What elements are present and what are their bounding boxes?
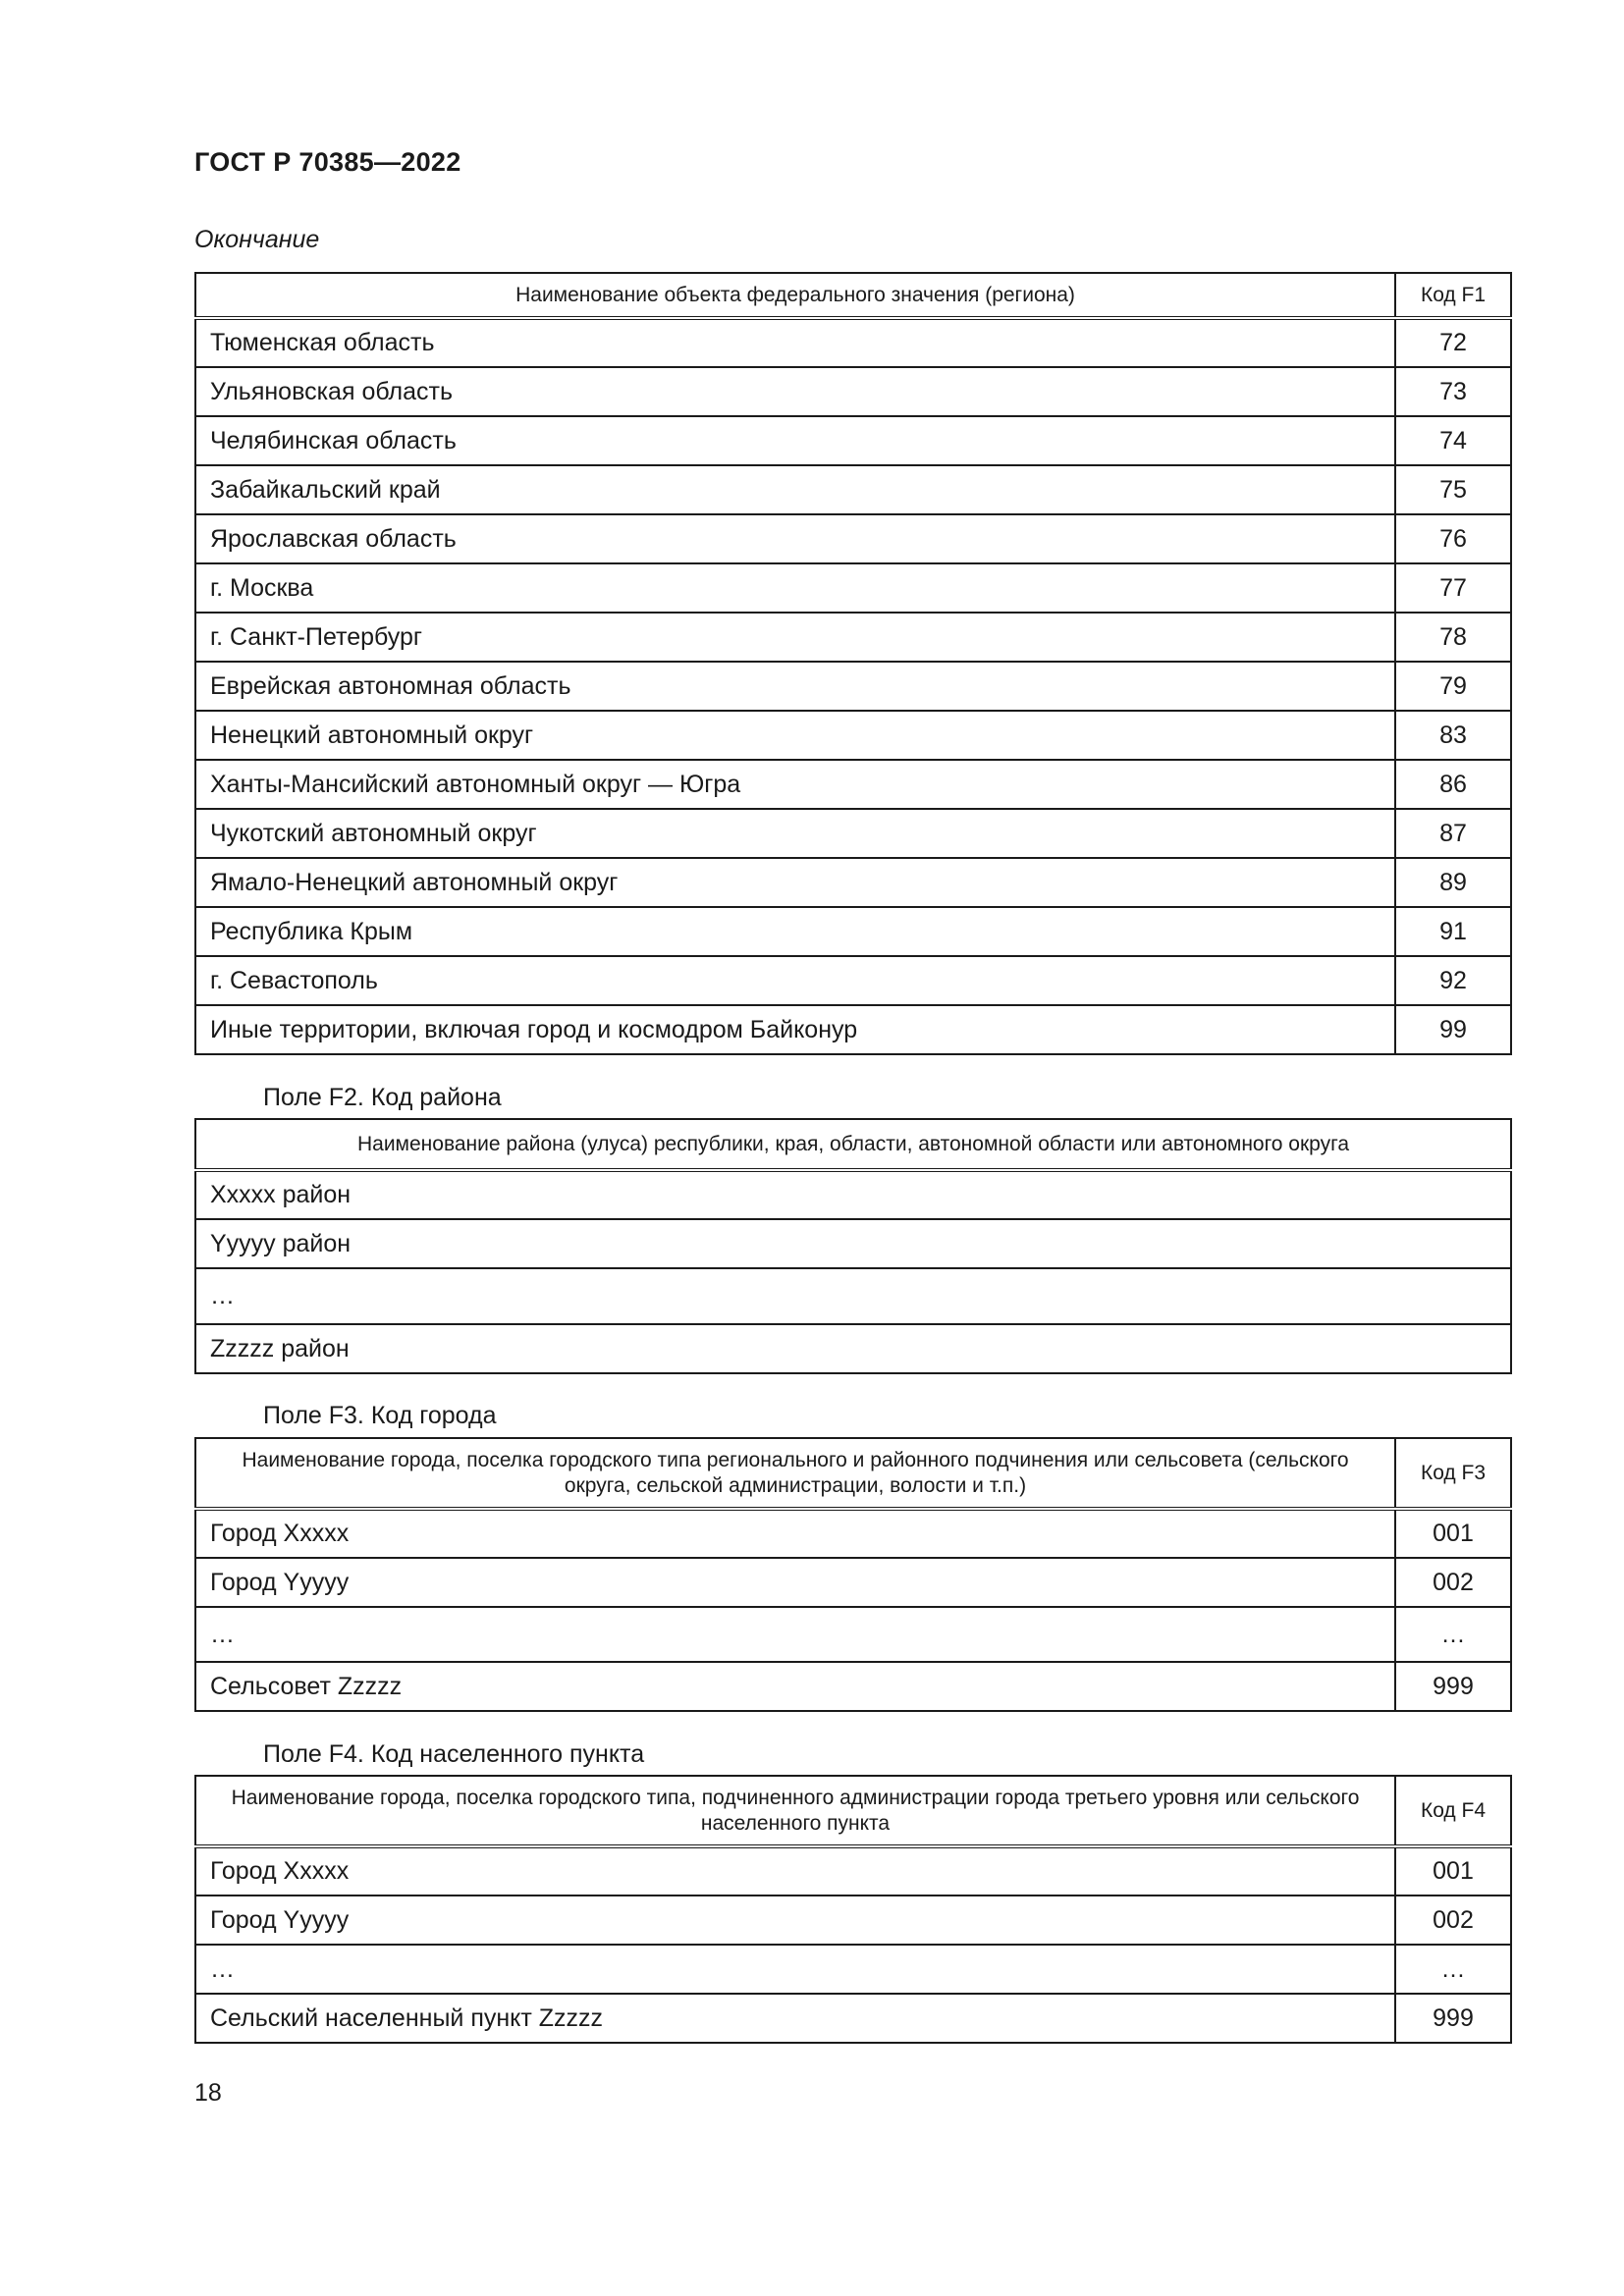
settlement-name: …: [195, 1945, 1395, 1994]
region-code: 78: [1395, 613, 1511, 662]
table-f2-body: [195, 1170, 1511, 1373]
table-f2-header-row: [195, 1119, 1511, 1170]
field-f3-caption: Поле F3. Код города: [263, 1402, 497, 1429]
region-name: Челябинская область: [195, 416, 1395, 465]
region-name: Ярославская область: [195, 514, 1395, 563]
table-row: [195, 1268, 1511, 1324]
table-row: [195, 1558, 1511, 1607]
region-name: Ямало-Ненецкий автономный округ: [195, 858, 1395, 907]
region-code: 89: [1395, 858, 1511, 907]
city-code: 999: [1395, 1662, 1511, 1711]
region-name: Еврейская автономная область: [195, 662, 1395, 711]
district-name: Yyyyy район: [195, 1219, 1511, 1268]
field-f4-caption: Поле F4. Код населенного пункта: [263, 1740, 645, 1768]
settlement-name: Город Yyyyy: [195, 1896, 1395, 1945]
table-row: [195, 1607, 1511, 1662]
table-row: [195, 1896, 1511, 1945]
document-standard-number: ГОСТ Р 70385—2022: [194, 147, 461, 177]
region-code: 91: [1395, 907, 1511, 956]
table-row: [195, 956, 1511, 1005]
table-row: [195, 1324, 1511, 1373]
region-code: 72: [1395, 318, 1511, 367]
region-code: 83: [1395, 711, 1511, 760]
settlement-code: 999: [1395, 1994, 1511, 2043]
settlement-name: Сельский населенный пункт Zzzzz: [195, 1994, 1395, 2043]
city-code: 002: [1395, 1558, 1511, 1607]
settlement-code: …: [1395, 1945, 1511, 1994]
table-f1-header-name: Наименование объекта федерального значения (региона): [195, 273, 1395, 318]
table-f4-header-row: [195, 1776, 1511, 1846]
region-code: 73: [1395, 367, 1511, 416]
region-name: г. Санкт-Петербург: [195, 613, 1395, 662]
region-name: Ханты-Мансийский автономный округ — Югра: [195, 760, 1395, 809]
region-name: Тюменская область: [195, 318, 1395, 367]
region-name: г. Москва: [195, 563, 1395, 613]
region-name: Ульяновская область: [195, 367, 1395, 416]
region-code: 75: [1395, 465, 1511, 514]
region-name: Иные территории, включая город и космодром Байконур: [195, 1005, 1395, 1054]
city-code: …: [1395, 1607, 1511, 1662]
table-f4-body: [195, 1846, 1511, 2043]
table-f1-body: [195, 318, 1511, 1054]
table-row: [195, 1662, 1511, 1711]
table-row: [195, 1170, 1511, 1219]
region-name: Ненецкий автономный округ: [195, 711, 1395, 760]
table-row: [195, 1945, 1511, 1994]
settlement-name: Город Xxxxx: [195, 1846, 1395, 1896]
table-f2-header-name: Наименование района (улуса) республики, края, области, автономной области или автономного округа: [195, 1119, 1511, 1170]
table-row: [195, 760, 1511, 809]
table-f4-settlements: [194, 1775, 1512, 2044]
settlement-code: 001: [1395, 1846, 1511, 1896]
district-name: Xxxxx район: [195, 1170, 1511, 1219]
table-row: [195, 858, 1511, 907]
table-f3-header-name: Наименование города, поселка городского типа регионального и районного подчинения или сельсовета (сельского округа, сельской администрации, волости и т.п.): [195, 1438, 1395, 1509]
table-f4-header-code: Код F4: [1395, 1776, 1511, 1846]
table-row: [195, 1846, 1511, 1896]
region-name: Республика Крым: [195, 907, 1395, 956]
city-code: 001: [1395, 1509, 1511, 1558]
table-f1-header-code: Код F1: [1395, 273, 1511, 318]
region-code: 92: [1395, 956, 1511, 1005]
table-row: [195, 465, 1511, 514]
settlement-code: 002: [1395, 1896, 1511, 1945]
table-row: [195, 1994, 1511, 2043]
table-f3-cities: [194, 1437, 1512, 1712]
table-row: [195, 1509, 1511, 1558]
table-row: [195, 809, 1511, 858]
continuation-label: Окончание: [194, 226, 320, 253]
region-code: 86: [1395, 760, 1511, 809]
district-name: Zzzzz район: [195, 1324, 1511, 1373]
table-row: [195, 662, 1511, 711]
table-row: [195, 416, 1511, 465]
table-row: [195, 711, 1511, 760]
city-name: …: [195, 1607, 1395, 1662]
city-name: Город Yyyyy: [195, 1558, 1395, 1607]
region-name: Забайкальский край: [195, 465, 1395, 514]
table-row: [195, 907, 1511, 956]
table-row: [195, 1005, 1511, 1054]
table-row: [195, 1219, 1511, 1268]
region-name: г. Севастополь: [195, 956, 1395, 1005]
region-code: 74: [1395, 416, 1511, 465]
table-f1-header-row: [195, 273, 1511, 318]
region-code: 76: [1395, 514, 1511, 563]
region-name: Чукотский автономный округ: [195, 809, 1395, 858]
table-row: [195, 367, 1511, 416]
table-f3-body: [195, 1509, 1511, 1711]
table-f3-header-code: Код F3: [1395, 1438, 1511, 1509]
region-code: 99: [1395, 1005, 1511, 1054]
district-name: …: [195, 1268, 1511, 1324]
region-code: 87: [1395, 809, 1511, 858]
table-row: [195, 514, 1511, 563]
page-number: 18: [194, 2079, 222, 2107]
city-name: Сельсовет Zzzzz: [195, 1662, 1395, 1711]
table-f2-districts: [194, 1118, 1512, 1374]
region-code: 77: [1395, 563, 1511, 613]
table-row: [195, 318, 1511, 367]
table-f4-header-name: Наименование города, поселка городского типа, подчиненного администрации города третьего уровня или сельского населенного пункта: [195, 1776, 1395, 1846]
city-name: Город Xxxxx: [195, 1509, 1395, 1558]
region-code: 79: [1395, 662, 1511, 711]
table-row: [195, 563, 1511, 613]
table-f3-header-row: [195, 1438, 1511, 1509]
table-row: [195, 613, 1511, 662]
table-f1-regions: [194, 272, 1512, 1055]
field-f2-caption: Поле F2. Код района: [263, 1084, 502, 1111]
